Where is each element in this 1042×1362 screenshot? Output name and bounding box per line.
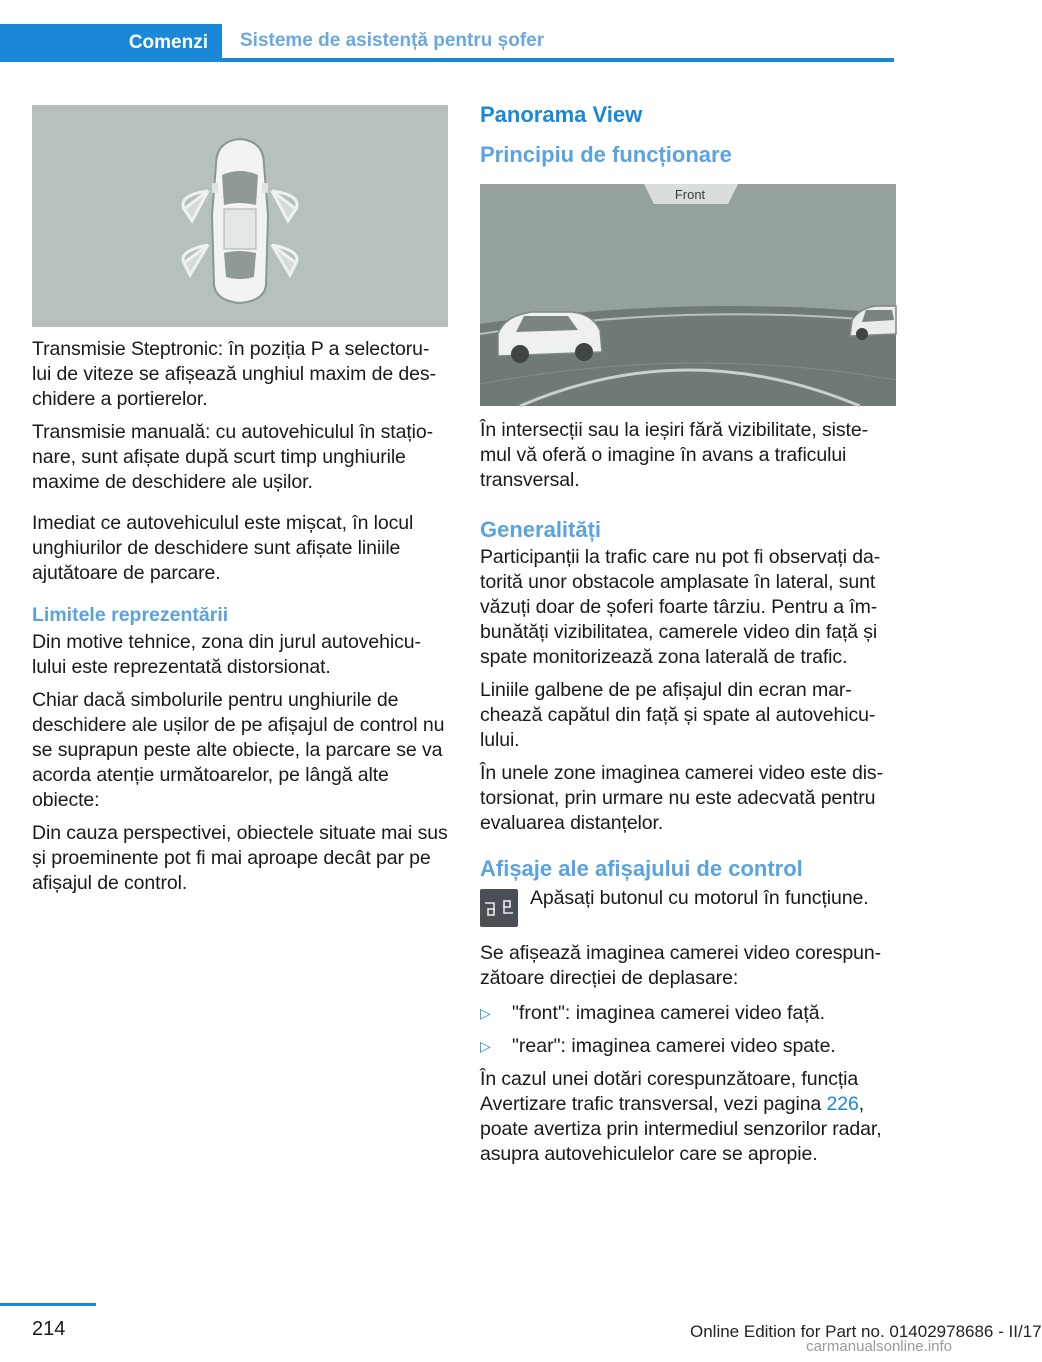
edition-info: Online Edition for Part no. 01402978686 - II/17 (690, 1322, 1042, 1341)
page-link-226[interactable]: 226 (826, 1093, 859, 1115)
list-item-text: "rear": imaginea camerei video spate. (512, 1035, 836, 1057)
list-item-text: "front": imaginea camerei video față. (512, 1002, 825, 1024)
heading-principle: Principiu de funcționare (480, 142, 732, 167)
right-column (480, 100, 896, 1175)
heading-displays: Afișaje ale afișajului de control (480, 856, 803, 881)
paragraph-intersections: În intersecții sau la ieșiri fără vizibilitate, siste‐mul vă oferă o imagine în avans a traficului transversal. (480, 419, 868, 491)
panorama-view-image (480, 184, 896, 406)
triangle-bullet-icon: ▷ (480, 1005, 491, 1021)
paragraph-distorted: În unele zone imaginea camerei video este dis‐torsionat, prin urmare nu este adecvată pentru evaluarea distanțelor. (480, 762, 883, 834)
header-tab-comenzi[interactable]: Comenzi (0, 24, 222, 61)
triangle-bullet-icon: ▷ (480, 1038, 491, 1054)
page-header (0, 0, 960, 62)
list-item (480, 1034, 896, 1059)
heading-limits: Limitele reprezentării (32, 604, 229, 626)
list-item (480, 1001, 896, 1026)
footer-rule (0, 1303, 96, 1306)
button-instruction (480, 886, 896, 927)
paragraph-moving: Imediat ce autovehiculul este mișcat, în locul unghiurilor de deschidere sunt afișate liniile ajutătoare de parcare. (32, 512, 414, 584)
header-tab-chapter[interactable]: Sisteme de asistență pentru șofer (222, 24, 894, 61)
left-column (32, 105, 448, 904)
button-instruction-text: Apăsați butonul cu motorul în funcțiune. (530, 887, 869, 909)
paragraph-manual: Transmisie manuală: cu autovehiculul în stațio‐nare, sunt afișate după scurt timp unghiurile maxime de deschidere ale ușilor. (32, 421, 434, 493)
page-number: 214 (32, 1318, 66, 1340)
front-label: Front (674, 187, 706, 202)
cross-traffic-text-after: , poate avertiza prin intermediul senzorilor radar, asupra autovehiculelor care se apropie. (480, 1093, 882, 1165)
paragraph-participants: Participanții la trafic care nu pot fi observați da‐torită unor obstacole amplasate în lateral, sunt văzuți doar de șoferi foarte târziu. Pentru a îm‐bunătăți vizibilitatea, camerele video din față și spate monitorizează zona laterală de trafic. (480, 546, 881, 668)
header-rule (0, 59, 894, 62)
watermark: carmanualsonline.info (806, 1338, 952, 1355)
paragraph-distortion: Din motive tehnice, zona din jurul autovehicu‐lului este reprezentată distorsionat. (32, 631, 421, 678)
paragraph-perspective: Din cauza perspectivei, obiectele situate mai sus și proeminente pot fi mai aproape decât par pe afișajul de control. (32, 822, 448, 894)
paragraph-shown-image: Se afișează imaginea camerei video corespun‐zătoare direcției de deplasare: (480, 942, 881, 989)
paragraph-steptronic: Transmisie Steptronic: în poziția P a selectoru‐lui de viteze se afișează unghiul maxim de des‐chidere a portierelor. (32, 338, 436, 410)
heading-panorama-view: Panorama View (480, 102, 643, 127)
paragraph-cross-traffic (480, 1067, 896, 1167)
paragraph-yellow-lines: Liniile galbene de pe afișajul din ecran mar‐chează capătul din față și spate al autovehicu‐lului. (480, 679, 876, 751)
heading-general: Generalități (480, 517, 602, 542)
paragraph-symbols: Chiar dacă simbolurile pentru unghiurile de deschidere ale ușilor de pe afișajul de control nu se suprapun peste alte obiecte, la parcare se va acorda atenție următoarelor, pe lângă alte obiecte: (32, 689, 445, 811)
camera-button-icon[interactable] (480, 889, 518, 927)
cross-traffic-text-before: În cazul unei dotări corespunzătoare, funcția Avertizare trafic transversal, vezi pagina (480, 1068, 859, 1115)
door-angle-illustration (32, 105, 448, 327)
